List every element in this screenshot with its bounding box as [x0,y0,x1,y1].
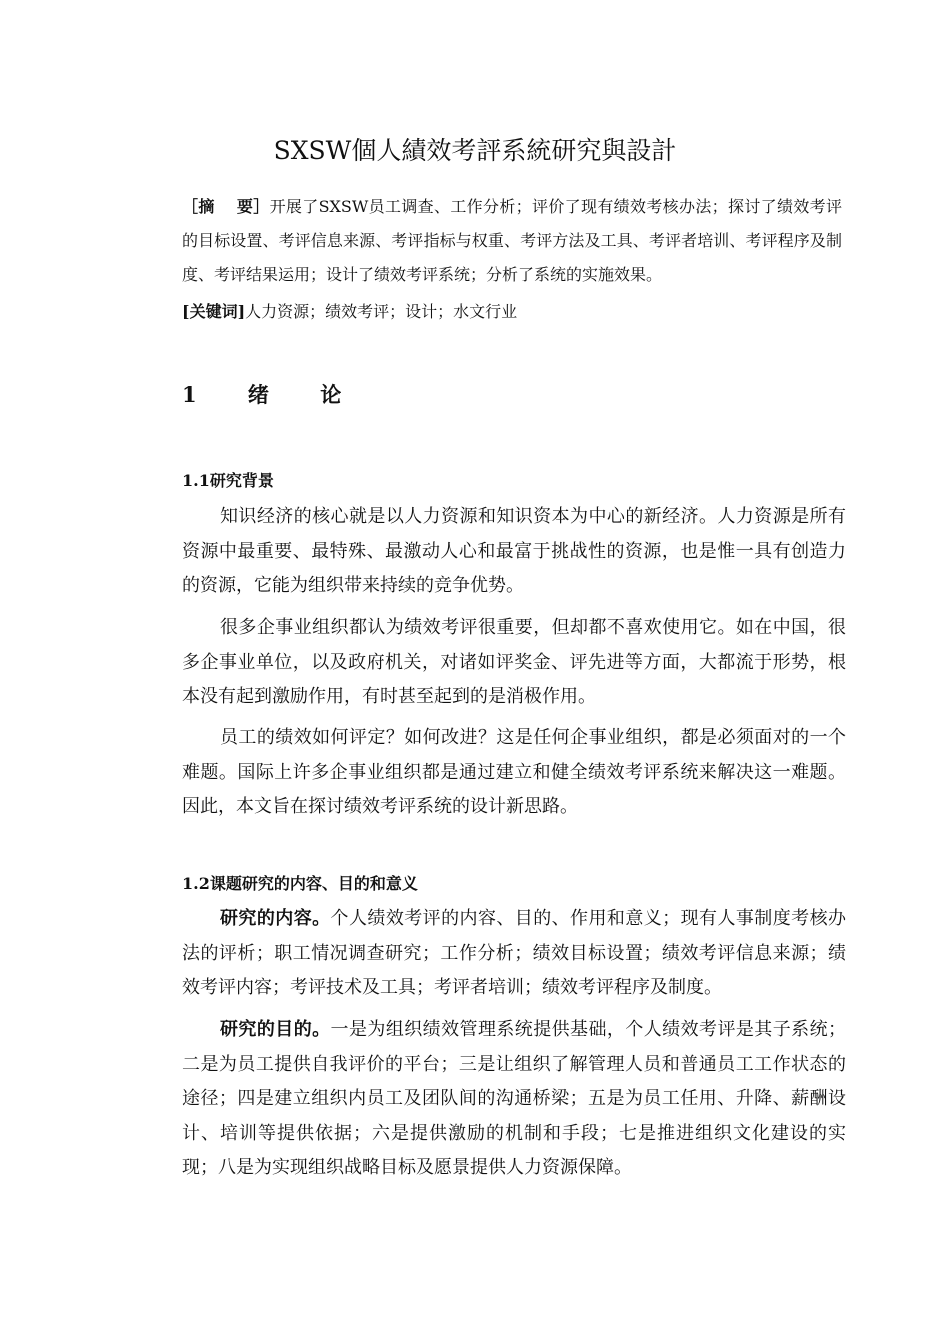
abstract-text: 开展了SXSW员工调查、工作分析；评价了现有绩效考核办法；探讨了绩效考评的目标设置、考评信息来源、考评指标与权重、考评方法及工具、考评者培训、考评程序及制度、考评结果运用；设计了绩效考评系统；分析了系统的实施效果。 [182,197,842,284]
keywords-text: 人力资源；绩效考评；设计；水文行业 [245,302,518,321]
research-purpose-text: 一是为组织绩效管理系统提供基础，个人绩效考评是其子系统；二是为员工提供自我评价的平台；三是让组织了解管理人员和普通员工工作状态的途径；四是建立组织内员工及团队间的沟通桥梁；五是为员工任用、升降、薪酬设计、培训等提供依据；六是提供激励的机制和手段；七是推进组织文化建设的实现；八是为实现组织战略目标及愿景提供人力资源保障。 [182,1019,846,1178]
paragraph-research-content [182,902,846,1006]
keywords [182,297,842,327]
subsection-heading-background: 1.1研究背景 [182,471,274,490]
document-title: SXSW個人績效考評系統研究與設計 [273,136,677,165]
paragraph-research-purpose [182,1013,846,1186]
subsection-heading-content-purpose: 1.2课题研究的内容、目的和意义 [182,874,418,893]
paragraph: 知识经济的核心就是以人力资源和知识资本为中心的新经济。人力资源是所有资源中最重要、最特殊、最激动人心和最富于挑战性的资源，也是惟一具有创造力的资源，它能为组织带来持续的竞争优势。 [182,506,846,596]
abstract-label: ［摘 要］ [182,197,270,216]
keywords-label: [关键词] [182,302,246,321]
abstract [182,190,842,292]
paragraph: 很多企事业组织都认为绩效考评很重要，但却都不喜欢使用它。如在中国，很多企事业单位，以及政府机关，对诸如评奖金、评先进等方面，大都流于形势，根本没有起到激励作用，有时甚至起到的是消极作用。 [182,617,846,707]
research-content-lead: 研究的内容。 [220,908,331,929]
research-content-text: 个人绩效考评的内容、目的、作用和意义；现有人事制度考核办法的评析；职工情况调查研究；工作分析；绩效目标设置；绩效考评信息来源；绩效考评内容；考评技术及工具；考评者培训；绩效考评程序及制度。 [182,908,846,998]
section-heading-introduction: 1 绪 论 [182,382,356,407]
research-purpose-lead: 研究的目的。 [220,1019,331,1040]
paragraph: 员工的绩效如何评定？如何改进？这是任何企事业组织，都是必须面对的一个难题。国际上许多企事业组织都是通过建立和健全绩效考评系统来解决这一难题。因此，本文旨在探讨绩效考评系统的设计新思路。 [182,727,846,817]
